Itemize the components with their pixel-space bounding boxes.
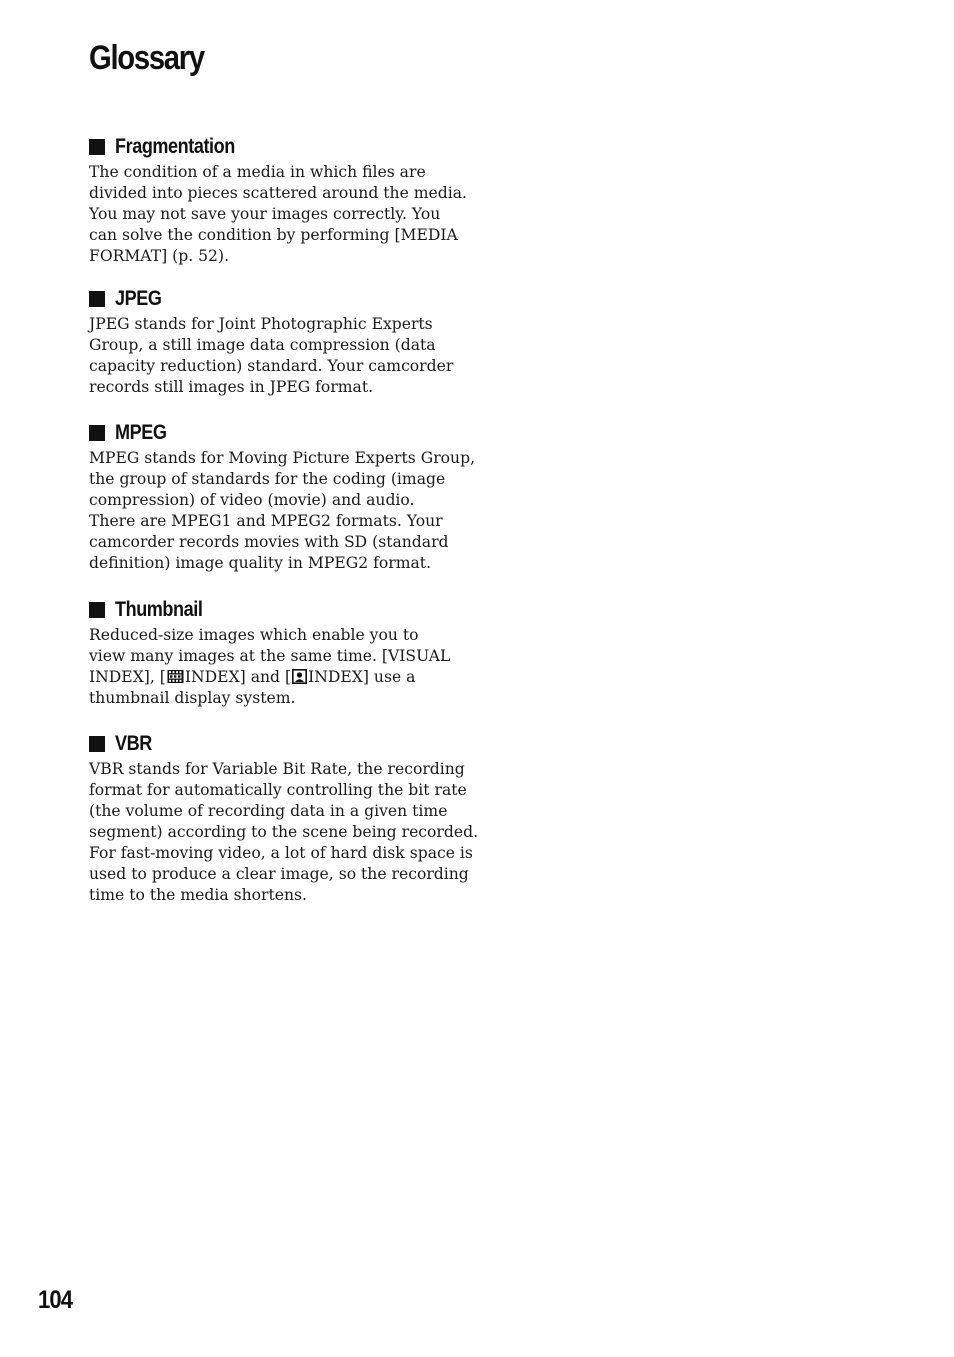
definition-text: INDEX], [: [89, 668, 166, 686]
term-heading: [89, 284, 461, 314]
glossary-entry-jpeg: [89, 284, 461, 398]
glossary-entry-fragmentation: [89, 132, 467, 267]
black-square-bullet-icon: [89, 602, 105, 618]
face-index-icon: [292, 669, 307, 684]
term-definition: [89, 759, 479, 906]
term-definition: [89, 162, 467, 267]
term-label: JPEG: [115, 287, 162, 310]
glossary-entries: [89, 132, 479, 906]
definition-line: JPEG stands for Joint Photographic Experts: [89, 315, 433, 333]
glossary-entry-mpeg: [89, 418, 476, 574]
term-heading: [89, 595, 461, 625]
term-definition: [89, 314, 461, 398]
definition-line-with-icons: [89, 667, 461, 688]
term-label: VBR: [115, 732, 152, 755]
term-definition: [89, 448, 476, 574]
definition-text: INDEX] and [: [184, 668, 292, 686]
film-roll-index-icon: [167, 669, 184, 684]
black-square-bullet-icon: [89, 736, 105, 752]
definition-line: segment) according to the scene being recorded.: [89, 823, 479, 841]
definition-line: can solve the condition by performing [MEDIA: [89, 226, 458, 244]
black-square-bullet-icon: [89, 139, 105, 155]
definition-line: You may not save your images correctly. You: [89, 205, 441, 223]
definition-line: FORMAT] (p. 52).: [89, 247, 230, 265]
term-label: Thumbnail: [115, 598, 203, 621]
definition-line: Reduced-size images which enable you to: [89, 626, 419, 644]
definition-line: Group, a still image data compression (data: [89, 336, 436, 354]
definition-line: records still images in JPEG format.: [89, 378, 374, 396]
definition-line: There are MPEG1 and MPEG2 formats. Your: [89, 512, 443, 530]
black-square-bullet-icon: [89, 425, 105, 441]
black-square-bullet-icon: [89, 291, 105, 307]
definition-line: capacity reduction) standard. Your camcorder: [89, 357, 454, 375]
definition-line: view many images at the same time. [VISUAL: [89, 647, 451, 665]
page-title: Glossary: [89, 39, 204, 77]
definition-line: For fast-moving video, a lot of hard disk space is: [89, 844, 473, 862]
definition-line: VBR stands for Variable Bit Rate, the recording: [89, 760, 465, 778]
glossary-entry-vbr: [89, 729, 479, 906]
definition-text: INDEX] use a: [308, 668, 416, 686]
term-heading: [89, 132, 461, 162]
definition-line: compression) of video (movie) and audio.: [89, 491, 415, 509]
term-definition: [89, 625, 461, 709]
definition-line: divided into pieces scattered around the media.: [89, 184, 467, 202]
definition-line: time to the media shortens.: [89, 886, 307, 904]
definition-line: thumbnail display system.: [89, 689, 296, 707]
definition-line: (the volume of recording data in a given time: [89, 802, 448, 820]
term-label: Fragmentation: [115, 135, 235, 158]
definition-line: camcorder records movies with SD (standard: [89, 533, 449, 551]
definition-line: definition) image quality in MPEG2 format.: [89, 554, 432, 572]
term-label: MPEG: [115, 421, 167, 444]
definition-line: MPEG stands for Moving Picture Experts Group,: [89, 449, 476, 467]
definition-line: the group of standards for the coding (image: [89, 470, 446, 488]
glossary-entry-thumbnail: [89, 595, 461, 709]
term-heading: [89, 729, 461, 759]
definition-line: The condition of a media in which files are: [89, 163, 426, 181]
definition-line: used to produce a clear image, so the recording: [89, 865, 469, 883]
definition-line: format for automatically controlling the bit rate: [89, 781, 467, 799]
page-number: 104: [38, 1286, 73, 1314]
term-heading: [89, 418, 461, 448]
